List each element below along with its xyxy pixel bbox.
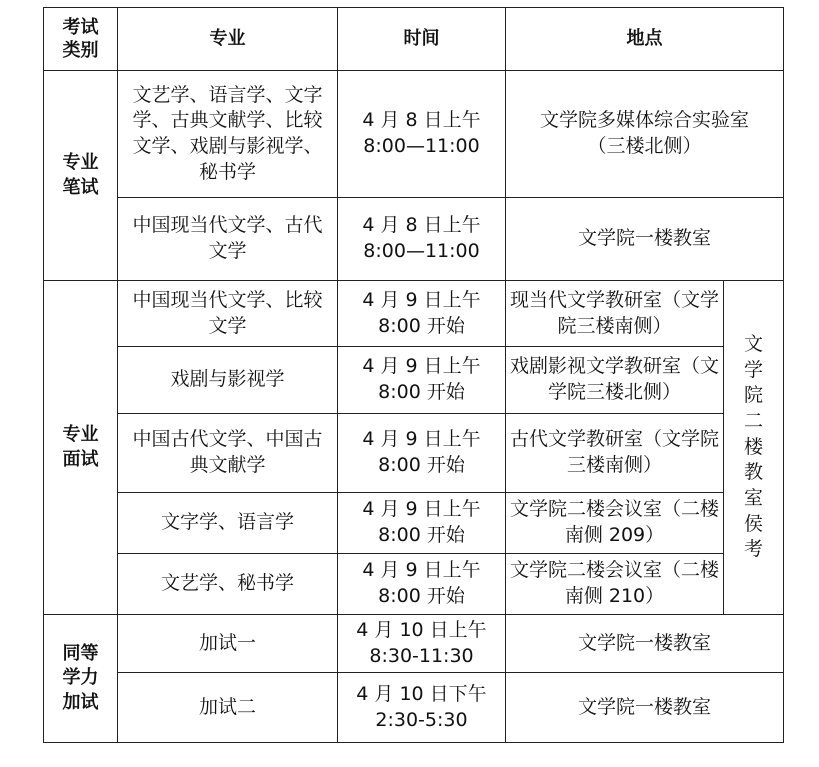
header-major: 专业	[118, 8, 338, 71]
table-row	[44, 281, 784, 347]
major-cell: 戏剧与影视学	[118, 347, 338, 414]
time-range: 8:00—11:00	[363, 240, 480, 262]
category-interview: 专业面试	[44, 281, 118, 615]
major-cell: 文艺学、秘书学	[118, 554, 338, 615]
time-range: 8:00 开始	[378, 314, 465, 337]
time-range: 8:00 开始	[378, 524, 465, 546]
waiting-room-text: 文学院二楼教室侯考	[743, 333, 763, 561]
time-date: 4 月 9 日上午	[362, 498, 481, 521]
time-range: 8:00—11:00	[363, 135, 480, 157]
table-row	[44, 615, 784, 673]
major-cell: 文字学、语言学	[118, 493, 338, 554]
time-date: 4 月 10 日上午	[356, 618, 487, 641]
major-cell: 中国现当代文学、比较文学	[118, 281, 338, 347]
time-range: 8:00 开始	[378, 381, 465, 403]
time-cell	[338, 281, 506, 347]
table-row	[44, 493, 784, 554]
header-row	[44, 8, 784, 71]
category-extra: 同等学力加试	[44, 615, 118, 743]
table-row	[44, 554, 784, 615]
header-place: 地点	[506, 8, 784, 71]
exam-schedule-table	[43, 7, 784, 743]
time-date: 4 月 10 日下午	[356, 682, 487, 705]
major-cell: 加试二	[118, 673, 338, 743]
place-cell: 文学院二楼会议室（二楼南侧 209）	[506, 493, 724, 554]
place-cell: 现当代文学教研室（文学院三楼南侧）	[506, 281, 724, 347]
place-cell: 古代文学教研室（文学院三楼南侧）	[506, 414, 724, 493]
time-cell	[338, 347, 506, 414]
time-date: 4 月 9 日上午	[362, 288, 481, 311]
table-row	[44, 347, 784, 414]
major-cell: 中国现当代文学、古代文学	[118, 198, 338, 281]
place-cell: 文学院二楼会议室（二楼南侧 210）	[506, 554, 724, 615]
time-cell	[338, 414, 506, 493]
table-row	[44, 673, 784, 743]
time-range: 8:30-11:30	[369, 644, 474, 667]
place-cell: 文学院一楼教室	[506, 673, 784, 743]
table-row	[44, 414, 784, 493]
waiting-room-cell	[724, 281, 784, 615]
table-row	[44, 71, 784, 198]
table-row	[44, 198, 784, 281]
place-cell: 文学院一楼教室	[506, 615, 784, 673]
major-cell: 加试一	[118, 615, 338, 673]
time-cell	[338, 554, 506, 615]
time-cell	[338, 615, 506, 673]
place-cell: 文学院多媒体综合实验室（三楼北侧）	[506, 71, 784, 198]
time-date: 4 月 8 日上午	[362, 109, 481, 132]
time-cell	[338, 71, 506, 198]
place-cell: 文学院一楼教室	[506, 198, 784, 281]
time-date: 4 月 9 日上午	[362, 355, 481, 378]
place-cell: 戏剧影视文学教研室（文学院三楼北侧）	[506, 347, 724, 414]
major-cell: 文艺学、语言学、文字学、古典文献学、比较文学、戏剧与影视学、秘书学	[118, 71, 338, 198]
header-time: 时间	[338, 8, 506, 71]
time-date: 4 月 9 日上午	[362, 559, 481, 582]
category-written: 专业笔试	[44, 71, 118, 281]
time-cell	[338, 198, 506, 281]
time-date: 4 月 9 日上午	[362, 428, 481, 451]
time-date: 4 月 8 日上午	[362, 214, 481, 237]
time-range: 2:30-5:30	[375, 708, 468, 731]
time-range: 8:00 开始	[378, 585, 465, 607]
time-cell	[338, 673, 506, 743]
time-cell	[338, 493, 506, 554]
header-category: 考试类别	[44, 8, 118, 71]
major-cell: 中国古代文学、中国古典文献学	[118, 414, 338, 493]
time-range: 8:00 开始	[378, 454, 465, 476]
